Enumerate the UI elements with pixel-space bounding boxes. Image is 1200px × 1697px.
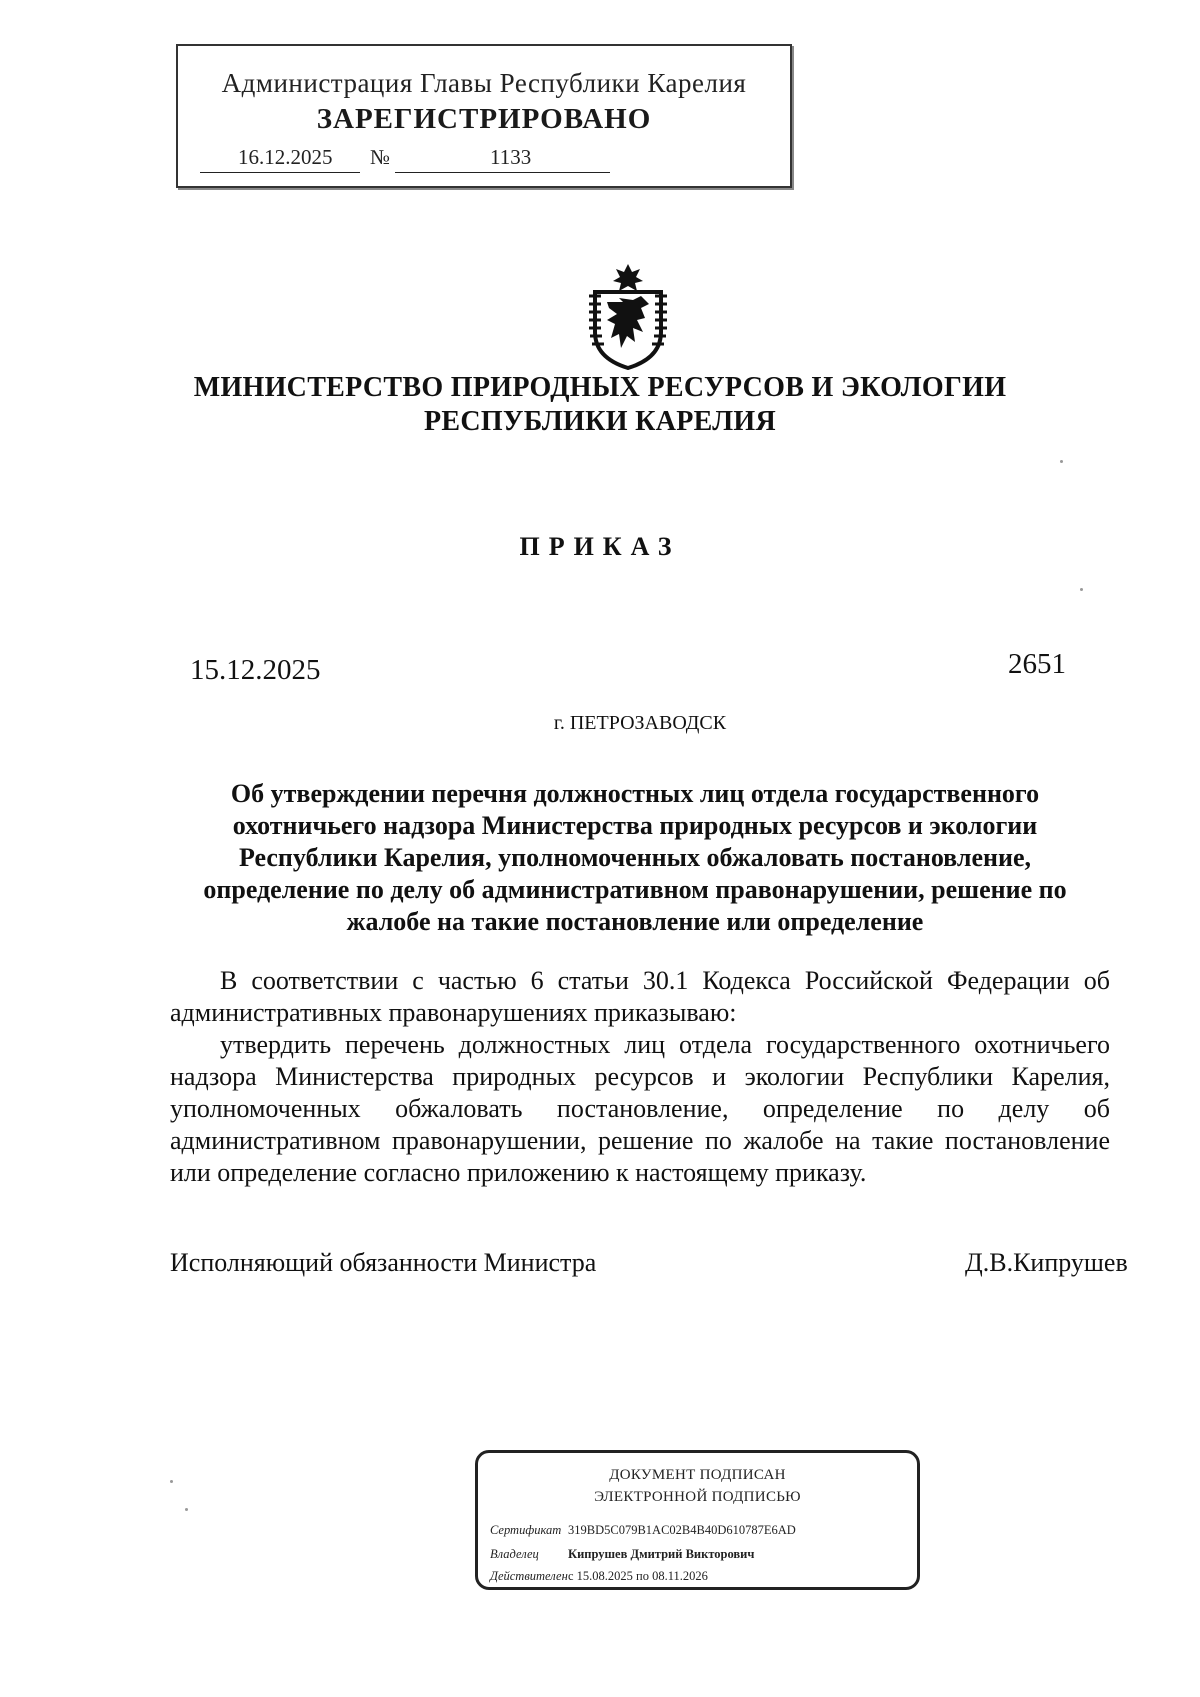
document-date: 15.12.2025 xyxy=(190,654,321,686)
ministry-name-line2: РЕСПУБЛИКИ КАРЕЛИЯ xyxy=(423,406,777,437)
subject-line: жалобе на такие постановление или определение xyxy=(346,907,924,936)
registration-organization: Администрация Главы Республики Карелия xyxy=(221,68,747,98)
karelia-coat-of-arms-icon xyxy=(583,262,673,370)
scan-speck xyxy=(170,1480,173,1483)
esig-header-line2: ЭЛЕКТРОННОЙ ПОДПИСЬЮ xyxy=(594,1489,801,1505)
document-body xyxy=(170,965,1110,1189)
scan-speck xyxy=(1060,460,1063,463)
esig-owner-row xyxy=(490,1547,754,1562)
registration-date-number-line xyxy=(200,143,610,173)
document-type: ПРИКАЗ xyxy=(519,532,681,561)
registration-number-label: № xyxy=(370,145,391,169)
scan-speck xyxy=(1080,588,1083,591)
signatory-name: Д.В.Кипрушев xyxy=(965,1248,1128,1277)
esig-validity-row xyxy=(490,1569,708,1584)
registration-number: 1133 xyxy=(490,145,532,169)
esig-owner-label: Владелец xyxy=(490,1547,539,1561)
document-subject xyxy=(175,778,1095,938)
document-city: г. ПЕТРОЗАВОДСК xyxy=(553,712,727,734)
registration-status: ЗАРЕГИСТРИРОВАНО xyxy=(316,103,652,135)
subject-line: охотничьего надзора Министерства природных ресурсов и экологии xyxy=(232,811,1038,840)
signatory-position: Исполняющий обязанности Министра xyxy=(170,1248,597,1277)
ministry-name-line1: МИНИСТЕРСТВО ПРИРОДНЫХ РЕСУРСОВ И ЭКОЛОГИИ xyxy=(193,372,1007,403)
scan-speck xyxy=(185,1508,188,1511)
subject-line: Об утверждении перечня должностных лиц отдела государственного xyxy=(230,779,1040,808)
esig-validity: с 15.08.2025 по 08.11.2026 xyxy=(568,1569,708,1583)
body-paragraph: утвердить перечень должностных лиц отдела государственного охотничьего надзора Министерства природных ресурсов и экологии Республики Карелия, уполномоченных обжаловать постановление, определение по делу об административном правонарушении, решение по жалобе на такие постановление или определение согласно приложению к настоящему приказу. xyxy=(170,1030,1110,1187)
esig-header-line1: ДОКУМЕНТ ПОДПИСАН xyxy=(609,1467,786,1483)
subject-line: Республики Карелия, уполномоченных обжаловать постановление, xyxy=(239,843,1031,872)
registration-stamp xyxy=(176,44,792,188)
esig-owner: Кипрушев Дмитрий Викторович xyxy=(568,1547,755,1561)
esig-certificate-row xyxy=(490,1523,796,1538)
esig-validity-label: Действителен xyxy=(490,1569,568,1583)
esig-certificate: 319BD5C079B1AC02B4B40D610787E6AD xyxy=(568,1523,796,1537)
document-number: 2651 xyxy=(1008,648,1066,680)
electronic-signature-stamp xyxy=(475,1450,920,1590)
registration-date: 16.12.2025 xyxy=(238,145,333,169)
body-paragraph: В соответствии с частью 6 статьи 30.1 Кодекса Российской Федерации об административных правонарушениях приказываю: xyxy=(170,966,1110,1027)
subject-line: определение по делу об административном правонарушении, решение по xyxy=(203,875,1067,904)
esig-certificate-label: Сертификат xyxy=(490,1523,562,1537)
